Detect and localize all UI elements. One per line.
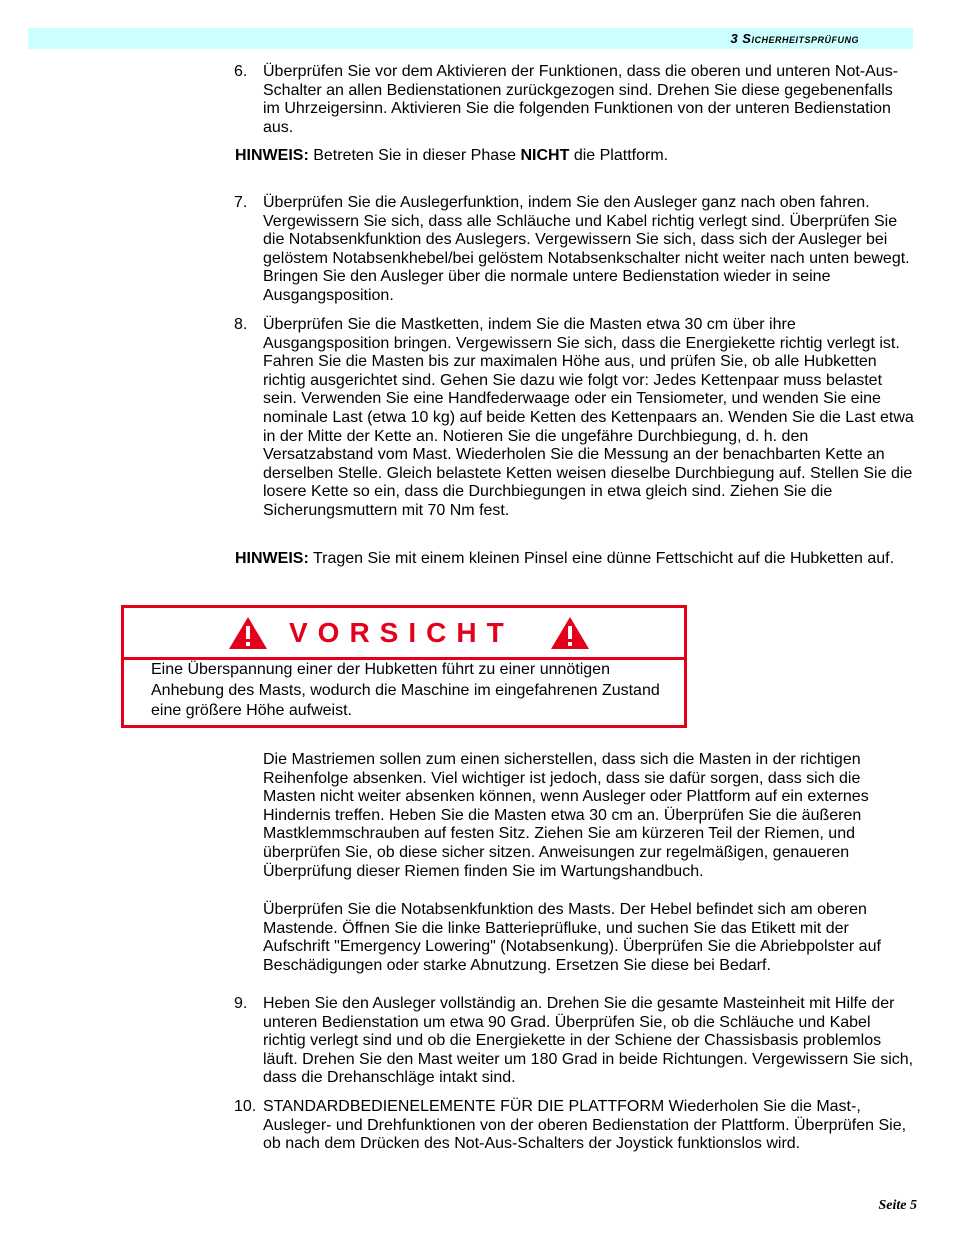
step-8 bbox=[234, 316, 914, 521]
step-text: STANDARDBEDIENELEMENTE FÜR DIE PLATTFORM Wiederholen Sie die Mast-, Ausleger- und Drehfunktionen von der oberen Bedienstation der Plattform. Überprüfen Sie, ob nach dem Drücken des Not-Aus-Schalters der Joystick funktionslos wird. bbox=[263, 1098, 907, 1153]
warning-triangle-icon bbox=[550, 616, 590, 650]
step-number: 8. bbox=[234, 316, 248, 333]
warning-triangle-icon bbox=[228, 616, 268, 650]
step-number: 7. bbox=[234, 194, 248, 211]
note-text: Tragen Sie mit einem kleinen Pinsel eine dünne Fettschicht auf die Hubketten auf. bbox=[312, 550, 895, 567]
note-text-bold: NICHT bbox=[520, 147, 570, 164]
note-platform bbox=[235, 147, 915, 166]
note-label: HINWEIS: bbox=[235, 147, 309, 164]
note-text-pre: Betreten Sie in dieser Phase bbox=[313, 147, 517, 164]
note-grease bbox=[235, 550, 915, 569]
caution-title: VORSICHT bbox=[289, 617, 514, 648]
step-9 bbox=[234, 995, 914, 1088]
paragraph-mast-straps: Die Mastriemen sollen zum einen sicherstellen, dass sich die Masten in der richtigen Reihenfolge absenken. Viel wichtiger ist jedoch, dass sie dafür sorgen, dass sich die Masten nicht weiter absenken können, wenn Ausleger oder Plattform auf ein externes Hindernis treffen. Heben Sie die Masten etwa 30 cm an. Überprüfen Sie die äußeren Mastklemmschrauben auf festen Sitz. Ziehen Sie am kürzeren Teil der Riemen, und überprüfen Sie, ob diese sicher sitzen. Anweisungen zur regelmäßigen, genaueren Überprüfung dieser Riemen finden Sie im Wartungshandbuch. bbox=[263, 751, 869, 880]
note-text-post: die Plattform. bbox=[573, 147, 669, 164]
step-text: Überprüfen Sie die Mastketten, indem Sie die Masten etwa 30 cm über ihre Ausgangsposition bringen. Vergewissern Sie sich, dass die Energiekette richtig verlegt ist. Fahren Sie die Masten bis zur maximalen Höhe aus, und prüfen Sie, ob alle Hubketten richtig ausgerichtet sind. Gehen Sie dazu wie folgt vor: Jedes Kettenpaar muss belastet sein. Verwenden Sie eine Handfederwaage oder ein Tensiometer, und wenden Sie eine nominale Last (etwa 10 kg) auf beide Ketten des Kettenpaars an. Wenden Sie die Last etwa in der Mitte der Kette an. Notieren Sie die ungefähre Durchbiegung, d. h. den Versatzabstand vom Mast. Wiederholen Sie die Messung an der benachbarten Kette an derselben Stelle. Gleich belastete Ketten weisen dieselbe Durchbiegung auf. Stellen Sie die losere Kette so ein, dass die Durchbiegungen in etwa gleich sind. Ziehen Sie die Sicherungsmuttern mit 70 Nm fest. bbox=[263, 316, 914, 519]
caution-text: Eine Überspannung einer der Hubketten führt zu einer unnötigen Anhebung des Masts, wodurch die Maschine im eingefahrenen Zustand eine größere Höhe aufweist. bbox=[151, 661, 660, 719]
step-number: 10. bbox=[234, 1098, 257, 1115]
chapter-title: 3 Sicherheitsprüfung bbox=[730, 31, 859, 46]
step-number: 9. bbox=[234, 995, 248, 1012]
page-number: Seite 5 bbox=[878, 1198, 917, 1213]
step-10 bbox=[234, 1098, 914, 1154]
caution-header bbox=[124, 608, 684, 660]
caution-box bbox=[121, 605, 687, 728]
step-6 bbox=[234, 63, 914, 137]
step-text: Überprüfen Sie die Auslegerfunktion, indem Sie den Ausleger ganz nach oben fahren. Vergewissern Sie sich, dass alle Schläuche und Kabel richtig verlegt sind. Überprüfen Sie die Notabsenkfunktion des Auslegers. Vergewissern Sie sich, dass sich der Ausleger bei gelöstem Notabsenkhebel/bei gelöstem Notabsenkschalter nicht weiter nach unten bewegt. Bringen Sie den Ausleger über die normale untere Bedienstation wieder in seine Ausgangsposition. bbox=[263, 194, 910, 304]
step-number: 6. bbox=[234, 63, 248, 80]
header-bar bbox=[28, 28, 913, 49]
step-text: Heben Sie den Ausleger vollständig an. Drehen Sie die gesamte Masteinheit mit Hilfe der unteren Bedienstation um etwa 90 Grad. Überprüfen Sie, ob die Schläuche und Kabel richtig verlegt sind und ob die Energiekette in der Schiene der Chassisbasis problemlos läuft. Drehen Sie den Mast weiter um 180 Grad in beide Richtungen. Vergewissern Sie sich, dass die Drehanschläge intakt sind. bbox=[263, 995, 914, 1087]
step-text: Überprüfen Sie vor dem Aktivieren der Funktionen, dass die oberen und unteren Not-Aus-Schalter an allen Bedienstationen zurückgezogen sind. Drehen Sie diese gegebenenfalls im Uhrzeigersinn. Aktivieren Sie die folgenden Funktionen von der unteren Bedienstation aus. bbox=[263, 63, 899, 136]
step-7 bbox=[234, 194, 914, 306]
paragraph-emergency-lowering: Überprüfen Sie die Notabsenkfunktion des Masts. Der Hebel befindet sich am oberen Mastende. Öffnen Sie die linke Batterieprüfluke, und suchen Sie das Etikett mit der Aufschrift "Emergency Lowering" (Notabsenkung). Überprüfen Sie die Abriebpolster auf Beschädigungen oder starke Abnutzung. Ersetzen Sie diese bei Bedarf. bbox=[263, 901, 881, 974]
note-label: HINWEIS: bbox=[235, 550, 309, 567]
